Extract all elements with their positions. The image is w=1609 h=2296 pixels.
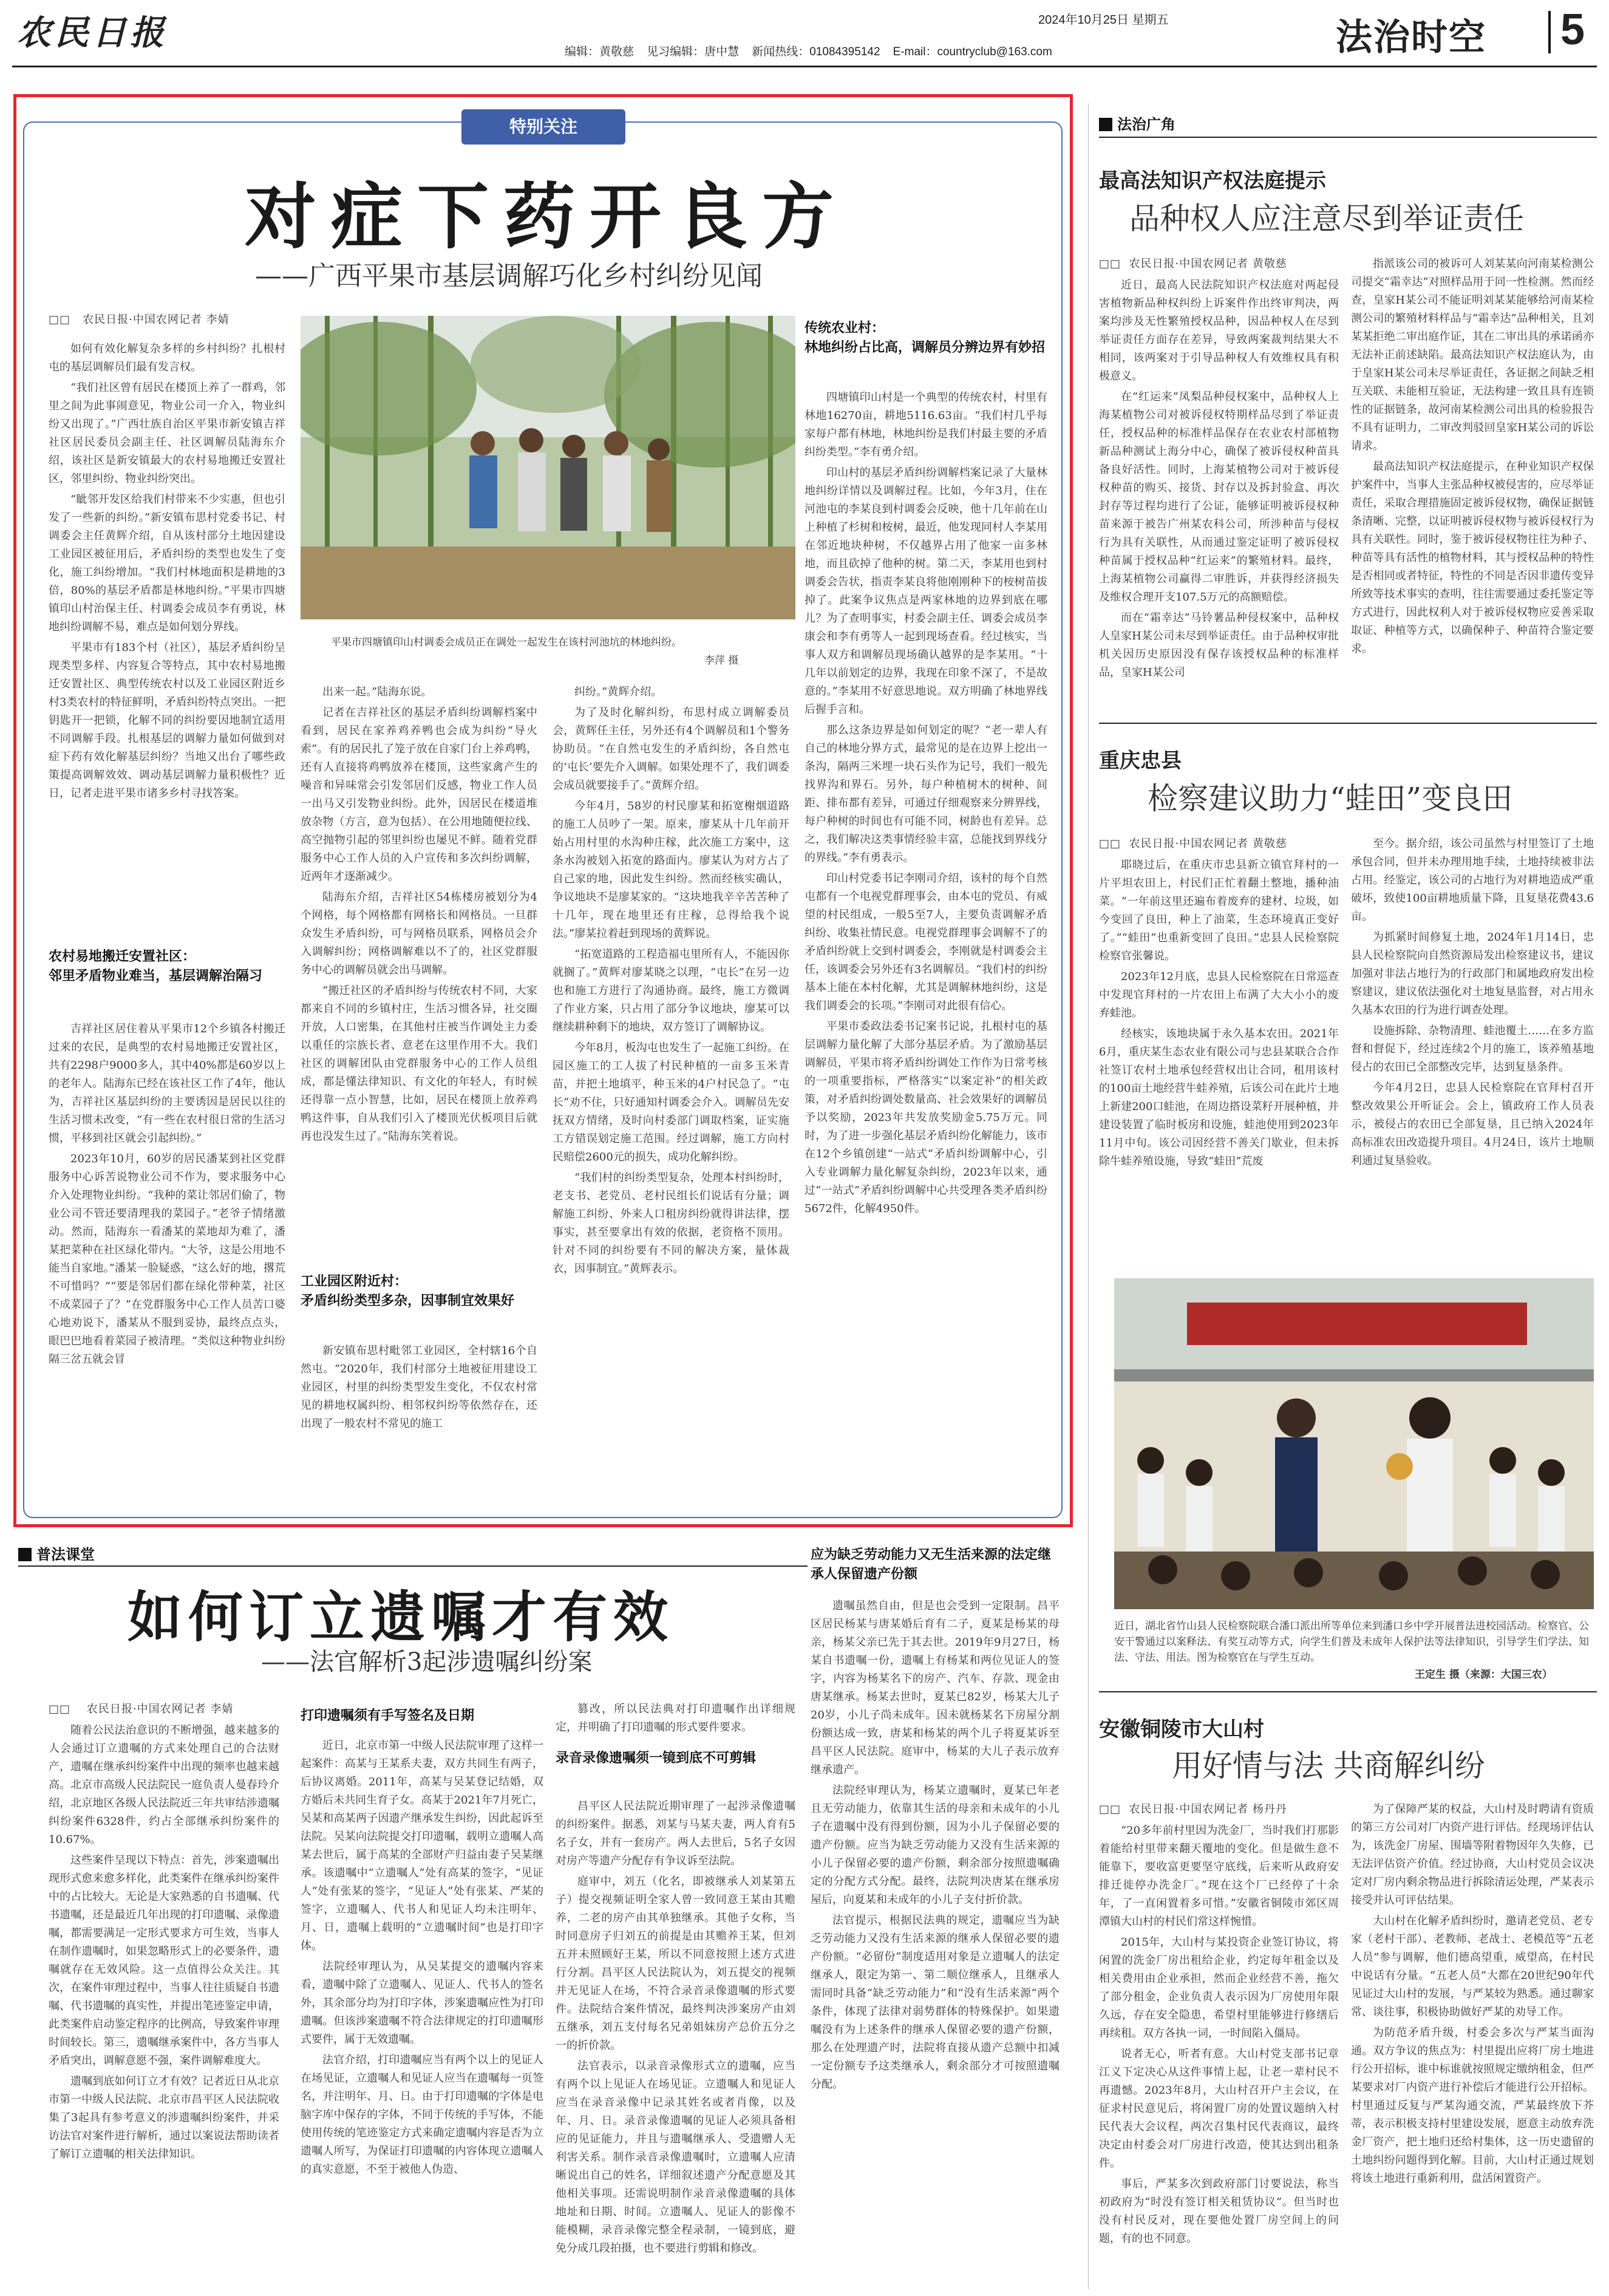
paragraph: 指派该公司的被诉可人刘某某向河南某检测公司提交“霜幸达”对照样品用于同一性检测。然而经查，皇家H某公司不能证明刘某某能够给河南某检测公司的繁殖材料样品与“霜幸达”品种相关，且刘某某拒绝二审出庭作证，其在二审出具的承诺函亦无法补正前述缺陷。最高法知识产权法庭认为，由于皇家H某公司未尽举证责任，各证据之间缺乏相互关联、未能相互验证，无法构建一致且具有连锁性的证据链条，故河南某检测公司出具的检验报告不具有证明力，二审改判驳回皇家H某公司的诉讼请求。 (1351, 257, 1594, 452)
article-divider (1099, 723, 1597, 724)
column-rule (1088, 103, 1089, 2289)
article1-byline: □□ 农民日报·中国农网记者 黄敬慈 (1099, 257, 1287, 270)
paragraph: 如何有效化解复杂多样的乡村纠纷？扎根村屯的基层调解员们最有发言权。 (49, 342, 285, 373)
feature-subhead-1: 农村易地搬迁安置社区： 邻里矛盾物业难当，基层调解治隔习 (49, 949, 263, 984)
paragraph: 耶晓过后，在重庆市忠县新立镇官拜村的一片平坦农田上，村民们正忙着翻土整地，播种油菜。“一年前这里还遍布着废弃的建材、垃圾，如今变回了良田，种上了油菜，生态环境真正变好了。”“蛙田”也重新变回了良田。”忠县人民检察院检察官张馨说。 (1099, 859, 1339, 962)
school-legal-education-scene (1114, 1278, 1594, 1609)
paragraph: 纠纷。”黄辉介绍。 (574, 686, 662, 698)
paragraph: “拓宽道路的工程造福屯里所有人，不能因你就搁了。”黄辉对廖某晓之以理，“屯长”在另一边也和施工方进行了沟通协商。最终，施工方微调了作业方案，只占用了部分争议地块，廖某可以继续耕种剩下的地块，双方签订了调解协议。 (553, 948, 789, 1034)
pufa-col1 (49, 1722, 279, 2289)
paragraph: 印山村党委书记李刚司介绍，该村的每个自然屯都有一个电视党群理事会，由本屯的党员、有威望的村民组成，一般5至7人，主要负责调解矛盾纠纷、收集社情民意。电视党群理事会调解不了的矛盾纠纷就上交到村调委会，李刚就是村调委会主任，该调委会另外还有3名调解员。“我们村的纠纷基本上能在本村化解，尤其是调解林地纠纷，这是我们调委会的长项。”李刚司对此很有信心。 (804, 872, 1047, 1012)
paragraph: 昌平区人民法院近期审理了一起涉录像遗嘱的纠纷案件。据悉，刘某与马某夫妻，两人育有5名子女，并有一套房产。两人去世后，5名子女因对房产等遗产分配存有争议诉至法院。 (556, 1800, 795, 1867)
feature-photo (301, 316, 795, 619)
fazhi-rule (1099, 137, 1597, 138)
paragraph: 事后，严某多次到政府部门讨要说法，称当初政府为“时没有签订相关租赁协议”。但当时也没有村民反对，现在要他处置厂房空间上的问题，有的也不同意。 (1099, 2178, 1339, 2245)
paragraph: 吉祥社区居住着从平果市12个乡镇各村搬迁过来的农民，是典型的农村易地搬迁安置社区，共有2298户9000多人，其中40%都是60岁以上的老年人。陆海东已经在该社区工作了4年，他认为，吉祥社区基层纠纷的主要诱因是居民以往的生活习惯未改变，“有一些在农村很日常的生活习惯，平移到社区就会引起纠纷。” (49, 1023, 285, 1145)
article2-byline: □□ 农民日报·中国农网记者 黄敬慈 (1099, 837, 1287, 850)
classroom-photo-credit: 王定生 摄（来源：大国三农） (1415, 1669, 1553, 1681)
intern-editor: 见习编辑：唐中慧 (647, 46, 740, 58)
paragraph: 法官表示，以录音录像形式立的遗嘱，应当有两个以上见证人在场见证。立遗嘱人和见证人应当在录音录像中记录其姓名或者肖像，以及年、月、日。录音录像遗嘱的见证人必须具备相应的见证能力，并且与遗嘱继承人、受遗赠人无利害关系。制作录音录像遗嘱时，立遗嘱人应清晰说出自己的姓名，详细叙述遗产分配意愿及其他相关事项。还需说明制作录音录像遗嘱的具体地址和日期、时间。立遗嘱人、见证人的影像不能模糊，录音录像完整全程录制，一镜到底，避免分成几段拍摄，也不要进行剪辑和修改。 (556, 2060, 795, 2255)
paragraph: 在“红运来”凤梨品种侵权案中，品种权人上海某植物公司对被诉侵权特期样品尽到了举证责任，授权品种的标准样品保存在农业农村部植物新品种测试上海分中心，确保了被诉侵权种苗具备良好活性。同时，上海某植物公司对于被诉侵权种苗的购买、接货、封存以及拆封验盒、再次封存等过程均进行了公证，能够证明被诉侵权种苗来源于被告广州某农科公司，所涉种苗与侵权行为具有关联性，从而通过鉴定证明了被诉侵权种苗属于授权品种“红运来”的繁殖材料。最终，上海某植物公司赢得二审胜诉，并获得经济损失及维权合理开支107.5万元的高额赔偿。 (1099, 390, 1339, 604)
paragraph: 遗嘱到底如何订立才有效？记者近日从北京市第一中级人民法院、北京市昌平区人民法院收集了3起具有参考意义的涉遗嘱纠纷案件，并采访法官对案件进行解析，通过以案说法帮助读者了解订立遗嘱的相关法律知识。 (49, 2075, 279, 2161)
pufa-subhead-1: 打印遗嘱须有手写签名及日期 (301, 1708, 475, 1723)
paragraph: “20多年前村里因为洗金厂，当时我们打那影着能给村里带来翻天覆地的变化。但是做生意不能靠下，要收富更要坚守底线，后来听从政府安排迁徙停办洗金厂。”现在这个厂已经停了十余年，了一直闲置着多可惜。”安徽省铜陵市郊区周潭镇大山村的村民们常这样惋惜。 (1099, 1824, 1339, 1928)
pufa-rule (18, 1565, 808, 1567)
article3-title: 用好情与法 共商解纠纷 (1172, 1748, 1485, 1783)
article2-title: 检察建议助力“蛙田”变良田 (1148, 781, 1513, 816)
feature-subtitle: ——广西平果市基层调解巧化乡村纠纷见闻 (255, 261, 763, 291)
paragraph: 印山村的基层矛盾纠纷调解档案记录了大量林地纠纷详情以及调解过程。比如，今年3月，住在河池屯的李某良到村调委会反映，他十几年前在山上种植了杉树和桉树，最近，他发现同村人李某用在邻近地块种树，不仅越界占用了他家一亩多林地，而且砍掉了他种的树。第二天，李某用也到村调委会告状，指责李某良将他刚刚种下的桉树苗拔掉了。此案争议焦点是两家林地的边界到底在哪儿？为了查明事实，村委会副主任、调委会成员李康会和李有勇等人一起到现场查看。经过核实，当事人双方和调解员现场确认越界的是李某用。“十几年以前划定的边界，我现在印象不深了，不是故意的。”李某用不好意思地说。双方明确了林地界线后握手言和。 (804, 466, 1047, 716)
paragraph: 2023年10月，60岁的居民潘某到社区党群服务中心诉苦说物业公司不作为，要求服务中心介入处理物业纠纷。“我种的菜让邻居们偷了，物业公司不管还要清理我的菜园子。”老爷子情绪激动。然而，陆海东一看潘某的菜地却为难了，潘某把菜种在社区绿化带内。“大爷，这是公用地不能当自家地。”潘某一脸疑惑，“这么好的地，撂荒不可惜吗？”“要是邻居们都在绿化带种菜，社区不成菜园子了？”在党群服务中心工作人员苦口婆心地劝说下，潘某从不服到妥协，最终点点头，眼巴巴地看着菜园子被清理。“类似这种物业纠纷隔三岔五就会冒 (49, 1153, 285, 1366)
paragraph: 法院经审理认为，从吴某提交的遗嘱内容来看，遗嘱中除了立遗嘱人、见证人、代书人的签名外，其余部分均为打印字体，涉案遗嘱应性为打印遗嘱。但该涉案遗嘱不符合法律规定的打印遗嘱形式要件，属于无效遗嘱。 (301, 1960, 543, 2046)
paragraph: 记者在吉祥社区的基层矛盾纠纷调解档案中看到，居民在家养鸡养鸭也会成为纠纷“导火索”。有的居民扎了笼子放在自家门台上养鸡鸭，还有人直接将鸡鸭放养在楼顶，这些家禽产生的噪音和异味常会引发邻居们反感，物业工作人员一出马又引发物业纠纷。此外，因居民在楼道堆放杂物（方言，意为包括）、在公用地随便拉线、高空抛物引起的邻里纠纷也屡见不鲜。随着党群服务中心工作人员的入户宣传和多次纠纷调解，近两年才逐渐减少。 (301, 706, 537, 883)
feature-col1b (49, 1020, 285, 1506)
editor-line (565, 43, 1052, 59)
paragraph: 四塘镇印山村是一个典型的传统农村，村里有林地16270亩，耕地5116.63亩。“我们村几乎每家每户都有林地，林地纠纷是我们村最主要的矛盾纠纷类型。”李有勇介绍。 (804, 391, 1047, 458)
byline-text: 农民日报·中国农网记者 黄敬慈 (1129, 837, 1287, 850)
byline-text: 农民日报·中国农网记者 李婧 (83, 313, 230, 326)
pufa-subhead-3: 应为缺乏劳动能力又无生活来源的法定继承人保留遗产份额 (811, 1547, 1052, 1582)
paragraph: “搬迁社区的矛盾纠纷与传统农村不同，大家都来自不同的乡镇村庄，生活习惯各异，社交圈开放，人口密集，在其他村庄被当作调处主力委以重任的宗族长者、意老在这里作用不大。我们社区的调解团队由党群服务中心的工作人员组成，都是懂法律知识、有文化的年轻人，有时候还得靠一点小智慧，比如，居民在楼顶上放养鸡鸭这件事，自从我们引入了楼顶光伏板项目后就再也没发生过了。”陆海东笑着说。 (301, 984, 537, 1143)
paragraph: 遗嘱虽然自由，但是也会受到一定限制。昌平区居民杨某与唐某婚后育有二子，夏某是杨某的母亲，杨某父亲已先于其去世。2019年9月27日，杨某自书遗嘱一份，遗嘱上有杨某和两位见证人的签字，内容为杨某名下的房产、汽车、存款、现金由唐某继承。杨某去世时，夏某已82岁，杨某大儿子20岁，小儿子尚未成年。因未就杨某名下房屋分割份额达成一致，唐某和杨某的两个儿子将夏某诉至昌平区人民法院。庭审中，杨某的大儿子表示放弃继承遗产。 (811, 1599, 1060, 1776)
paragraph: 今年8月，板沟屯也发生了一起施工纠纷。在园区施工的工人拔了村民种植的一亩多玉米青苗，并把土地填平，种玉米的4户村民急了。“屯长”劝不住，只好通知村调委会介入。调解员先安抚双方情绪，及时向村委部门调取档案，证实施工方错误划定施工范围。经过调解，施工方向村民赔偿2600元的损失，成功化解纠纷。 (553, 1041, 789, 1163)
paragraph: 那么这条边界是如何划定的呢？“老一辈人有自己的林地分界方式，最常见的是在边界上挖出一条沟，隔两三米埋一块石头作为记号，我们一般先找界沟和界石。另外，每户种植树木的树种、间距、排布都有差异，可通过仔细观察来分辨界线，每户种树的时间也有可能不同，树龄也有差异。总之，我们解决这类事情经验丰富，总能找到界线分的界线。”李有勇表示。 (804, 724, 1047, 864)
classroom-photo-caption: 近日，湖北省竹山县人民检察院联合潘口派出所等单位来到潘口乡中学开展普法进校园活动。检察官、公安干警通过以案释法、有奖互动等方式，向学生们普及未成年人保护法等法律知识，引导学生们学法、知法、守法、用法。图为检察官在与学生互动。 (1114, 1620, 1589, 1664)
feature-col1 (49, 340, 285, 1117)
feature-col4 (804, 389, 1047, 1506)
article1-title: 品种权人应注意尽到举证责任 (1129, 201, 1524, 236)
hotline: 新闻热线：01084395142 (752, 46, 880, 58)
paragraph: “眦邻开发区给我们村带来不少实惠，但也引发了一些新的纠纷。”新安镇布思村党委书记、村调委会主任黄辉介绍，自从该村部分土地因建设工业园区被征用后，矛盾纠纷的类型也发生了变化，施工纠纷增加。“我们村林地面积是耕地的3倍，80%的基层矛盾都是林地纠纷。”平果市四塘镇印山村治保主任、村调委会成员李有勇说，林地纠纷调解不易，难点是如何划分界线。 (49, 493, 285, 633)
feature-col2 (301, 683, 537, 1266)
feature-photo-caption: 平果市四塘镇印山村调委会成员正在调处一起发生在该村河池坑的林地纠纷。 (331, 636, 682, 649)
feature-title: 对症下药开良方 (244, 174, 848, 259)
feature-col2b (301, 1342, 537, 1506)
article1-kicker: 最高法知识产权法庭提示 (1099, 169, 1326, 192)
pufa-byline: □□ 农民日报·中国农网记者 李婧 (49, 1703, 234, 1715)
byline-text: 农民日报·中国农网记者 黄敬慈 (1129, 257, 1287, 270)
article2-colB (1351, 835, 1594, 1269)
paragraph: 新安镇布思村毗邻工业园区，全村辖16个自然屯。“2020年，我们村部分土地被征用建设工业园区，村里的纠纷类型发生变化，不仅农村常见的耕地权属纠纷、相邻权纠纷等依然存在，还出现了一般农村不常见的施工 (301, 1344, 537, 1430)
feature-photo-credit: 李萍 摄 (704, 655, 739, 667)
paragraph: 近日，最高人民法院知识产权法庭对两起侵害植物新品种权纠纷上诉案件作出终审判决，两案均涉及无性繁殖授权品种，因品种权人在尽到举证责任方面存在差异，导致两案裁判结果大不相同，该两案对于引导品种权人有效维权具有积极意义。 (1099, 279, 1339, 383)
section-name: 法治时空 (1336, 17, 1486, 58)
article1-colB (1351, 255, 1594, 701)
article2-kicker: 重庆忠县 (1099, 749, 1182, 772)
paragraph: 平果市委政法委书记案书记说，扎根村屯的基层调解力量化解了大部分基层矛盾。为了激励基层调解员，平果市将矛盾纠纷调处工作作为日常考核的一项重要指标，严格落实“以案定补”的相关政策，对矛盾纠纷调处数量高、社会效果好的调解员予以奖励，2023年共发放奖励金5.75万元。同时，为了进一步强化基层矛盾纠纷化解能力，该市在12个乡镇创建“一站式”矛盾纠纷调解中心，引入专业调解力量化解复杂纠纷，2023年以来，通过“一站式”矛盾纠纷调解中心共受理各类矛盾纠纷5672件，化解4950件。 (804, 1020, 1047, 1215)
paragraph: 近日，北京市第一中级人民法院审理了这样一起案件：高某与王某系夫妻，双方共同生有两子，后协议离婚。2011年，高某与吴某登记结婚，双方婚后未共同生育子女。高某于2021年7月死亡，吴某和高某两子因遗产继承发生纠纷，因此起诉至法院。吴某向法院提交打印遗嘱，载明立遗嘱人高某去世后，属于高某的全部财产归益由妻子吴某继承。该遗嘱中“立遗嘱人”处有高某的签字，“见证人”处有张某的签字，“见证人”处有张某、严某的签字，立遗嘱人、代书人和见证人均未注明年、月、日，遗嘱上载明的“立遗嘱时间”也是打印字体。 (301, 1739, 543, 1952)
article-divider (1099, 1691, 1597, 1692)
paragraph: “我们村的纠纷类型复杂，处理本村纠纷时，老支书、老党员、老村民组长们说话有分量；调解施工纠纷、外来人口租房纠纷就得讲法律，摆事实，甚至要拿出有效的依据，老资格不顶用。针对不同的纠纷要有不同的解决方案，量体裁衣，因事制宜。”黄辉表示。 (553, 1171, 789, 1275)
article1-colA (1099, 276, 1339, 701)
paragraph: 出来一起。”陆海东说。 (322, 686, 432, 698)
feature-tag: 特别关注 (461, 109, 625, 145)
issue-date: 2024年10月25日 星期五 (1038, 13, 1169, 27)
article3-byline: □□ 农民日报·中国农网记者 杨丹丹 (1099, 1803, 1287, 1816)
paragraph: 今年4月2日，忠县人民检察院在官拜村召开整改效果公开听证会。会上，镇政府工作人员表示，被侵占的农田已全部复垦，且已纳入2024年高标准农田改造提升项目。4月24日，该片土地顺利通过复垦验收。 (1351, 1082, 1594, 1167)
feature-subhead-3: 传统农业村： 林地纠纷占比高，调解员分辨边界有妙招 (804, 321, 1046, 355)
paragraph: 为防范矛盾升级，村委会多次与严某当面沟通。双方争议的焦点为：村里提出应将厂房土地进行公开招标，谁中标谁就按照规定缴纳租金，但严某要求对厂内资产进行补偿后才能进行公开招标。村里通过反复与严某沟通交流，严某最终放下芥蒂，表示积极支持村里建设发展，愿意主动放弃洗金厂资产，把土地归还给村集体，这一历史遗留的土地纠纷问题得到化解。目前，大山村正通过规划将该土地进行重新利用，盘活闲置资产。 (1351, 2026, 1594, 2185)
section-square-icon (18, 1548, 32, 1561)
section-square-icon (1099, 118, 1112, 131)
paragraph: 法院经审理认为，杨某立遗嘱时，夏某已年老且无劳动能力，依靠其生活的母亲和未成年的小儿子在遗嘱中没有得到份额，因为小儿子保留必要的遗产份额。应当为缺乏劳动能力又没有生活来源的小儿子保留必要的遗产份额，剩余部分按照遗嘱确定的分配方式分配。最终，法院判决唐某在继承房屋后，向夏某和未成年的小儿子支付折价款。 (811, 1784, 1060, 1906)
masthead-rule (12, 66, 1597, 67)
paragraph: 今年4月，58岁的村民廖某和拓宽榭烟道路的施工人员吵了一架。原来，廖某从十几年前开始占用村里的水沟种庄稼，此次施工方案中，这条水沟被划入拓宽的路面内。廖某认为对方占了自己家的地，因此发生纠纷。然而经核实确认，争议地块不是廖某家的。“这块地我辛辛苦苦种了十几年，现在地里还有庄稼，总得给我个说法。”廖某拉着赶到现场的黄辉说。 (553, 800, 789, 940)
pufa-subhead-2: 录音录像遗嘱须一镜到底不可剪辑 (556, 1751, 757, 1766)
pufa-col2 (301, 1737, 543, 2289)
pufa-title: 如何订立遗嘱才有效 (128, 1585, 674, 1649)
paragraph: 至今。据介绍，该公司虽然与村里签订了土地承包合同，但并未办理用地手续，土地持续被非法占用。经鉴定，该公司的占地行为对耕地造成严重破坏，致使100亩耕地质量下降，且复垦花费43.6亩。 (1351, 837, 1594, 923)
pufa-col3b (556, 1797, 795, 2289)
paragraph: 说者无心，听者有意。大山村党支部书记章江义下定决心从这件事情上起，让老一辈村民不再遗憾。2023年8月，大山村召开户主会议，在征求村民意见后，将闲置厂房的处置议题纳入村民代表大会议程，两次召集村民代表商议，最终决定由村委会对厂房进行改造，使其达到出租条件。 (1099, 2048, 1339, 2170)
paragraph: 这些案件呈现以下特点：首先，涉案遗嘱出现形式愈来愈多样化，此类案件在继承纠纷案件中的占比较大。无论是大家熟悉的自书遗嘱、代书遗嘱，还是最近几年出现的打印遗嘱、录像遗嘱，都需要满足一定形式要求方可生效，当事人在制作遗嘱时，如果忽略形式上的必要条件，遗嘱就存在无效风险。这一点值得公众关注。其次，在案件审理过程中，当事人往往质疑自书遗嘱、代书遗嘱的真实性，并提出笔迹鉴定申请，此类案件启动鉴定程序的比例高，导致案件审理时间较长。第三，遗嘱继承案件中，各方当事人矛盾突出，调解意愿不强，案件调解难度大。 (49, 1854, 279, 2067)
editor: 编辑：黄敬慈 (565, 46, 634, 58)
paragraph: 经核实，该地块属于永久基本农田。2021年6月，重庆某生态农业有限公司与忠县某联合合作社签订农村土地承包经营权出让合同，租用该村的100亩土地经营牛蛙养殖，后该公司在此片土地上新建200口蛙池，在周边搭设菜籽开展种植，并建设装置了临时板房和设施，蛙池使用到2023年11月中旬。该公司因经营不善关门歇业，但未拆除牛蛙养殖设施，导致“蛙田”荒废 (1099, 1027, 1339, 1168)
feature-subhead-2: 工业园区附近村： 矛盾纠纷类型多杂，因事制宜效果好 (301, 1274, 515, 1309)
paragraph: 陆海东介绍，吉祥社区54栋楼房被划分为4个网格，每个网格都有网格长和网格员。一旦群众发生矛盾纠纷，可与网格员联系，网格员会介入调解纠纷；网格调解难以不了的，社区党群服务中心的调解员就会出马调解。 (301, 891, 537, 976)
section-label: 普法课堂 (36, 1547, 95, 1563)
paragraph: 设施拆除、杂物清理、蛙池覆土……在多方监督和督促下，经过连续2个月的施工，该养殖基地侵占的农田已全部整改完毕，达到复垦条件。 (1351, 1024, 1594, 1074)
paragraph: 为抓紧时间修复土地，2024年1月14日，忠县人民检察院向自然资源局发出检察建议书，建议加强对非法占地行为的行政部门和属地政府发出检察建议，建议依法强化对土地复垦监督，对占用永久基本农田的行为进行调查处理。 (1351, 931, 1594, 1017)
newspaper-logo: 农民日报 (17, 13, 168, 53)
article2-colA (1099, 856, 1339, 1269)
pufa-section-header (18, 1542, 95, 1564)
email: E-mail：countryclub@163.com (893, 46, 1052, 58)
fazhi-section-header (1099, 112, 1175, 134)
article3-colB (1351, 1800, 1594, 2289)
paragraph: 而在“霜幸达”马铃薯品种侵权案中，品种权人皇家H某公司未尽到举证责任。由于品种权审批机关因历史原因没有保存该授权品种的标准样品，皇家H某公司 (1099, 611, 1339, 679)
paragraph: 大山村在化解矛盾纠纷时，邀请老党员、老专家（老村干部）、老教师、老战士、老模范等“五老人员”参与调解，他们德高望重，威望高，在村民中说话有分量。“五老人员”大都在20世纪90年代见证过大山村的发展，与严某较为熟悉。通过聊家常、谈往事，积极协助做好严某的劝导工作。 (1351, 1915, 1594, 2018)
paragraph: 最高法知识产权法庭提示，在种业知识产权保护案件中，当事人主张品种权被侵害的，应尽举证责任，采取合理措施固定被诉侵权物，确保证据链条清晰、完整，以证明被诉侵权物与被诉侵权行为具有关联性。同时，鉴于被诉侵权物往往为种子、种苗等具有活性的植物材料，其与授权品种的特性是否相同或者特征，特性的不同是否因非遗传变异所致等技术事实的查明，往往需要通过委托鉴定等方式进行，因此权利人对于被诉侵权物应妥善采取取证、种植等方式，以确保种子、种苗符合鉴定要求。 (1351, 460, 1594, 655)
page-number: 5 (1560, 5, 1585, 54)
paragraph: 篡改，所以民法典对打印遗嘱作出详细规定，并明确了打印遗嘱的形式要件要求。 (556, 1703, 795, 1734)
pufa-subtitle: ——法官解析3起涉遗嘱纠纷案 (261, 1648, 593, 1676)
feature-byline: □□ 农民日报·中国农网记者 李婧 (49, 313, 230, 326)
byline-text: 农民日报·中国农网记者 李婧 (86, 1703, 234, 1715)
pufa-col3 (556, 1700, 795, 1743)
article3-kicker: 安徽铜陵市大山村 (1099, 1718, 1264, 1741)
feature-col3 (553, 683, 789, 1506)
pufa-col4 (811, 1597, 1060, 2289)
paragraph: 为了及时化解纠纷，布思村成立调解委员会，黄辉任主任，另外还有4个调解员和1个警务协助员。“在自然屯发生的矛盾纠纷，各自然屯的‘屯长’要先介入调解。如果处理不了，我们调委会成员就要接手了。”黄辉介绍。 (553, 706, 789, 792)
paragraph: 法官介绍，打印遗嘱应当有两个以上的见证人在场见证，立遗嘱人和见证人应当在遗嘱每一页签名，并注明年、月、日。由于打印遗嘱的字体是电脑字库中保存的字体，不同于传统的手写体，不能使用传统的笔迹鉴定方式来确定遗嘱内容是否为立遗嘱人所写，为保证打印遗嘱的内容体现立遗嘱人的真实意愿，不至于被他人伪造、 (301, 2054, 543, 2176)
section-label: 法治广角 (1117, 117, 1175, 133)
paragraph: 法官提示，根据民法典的规定，遗嘱应当为缺乏劳动能力又没有生活来源的继承人保留必要的遗产份额。“必留份”制度适用对象是立遗嘱人的法定继承人，限定为第一、第二顺位继承人，且继承人需同时具备“缺乏劳动能力”和“没有生活来源”两个条件，体现了法律对弱势群体的特殊保护。如果遗嘱没有为上述条件的继承人保留必要的遗产份额，那么在处理遗产时，法院将直接从遗产总额中扣减一定份额专予这类继承人，剩余部分才可按照遗嘱分配。 (811, 1914, 1060, 2091)
paragraph: 庭审中，刘五（化名，即被继承人刘某第五子）提交视频证明全家人曾一致同意王某由其赡养，二老的房产由其单独继承。其他子女称，当时同意房子归刘五的前提是由其赡养王某，但刘五并未照顾好王某，所以不同意按照上述方式进行分割。昌平区人民法院认为，刘五提交的视频并无见证人在场，不符合录音录像遗嘱的形式要件。法院结合案件情况，最终判决涉案房产由刘五继承，刘五支付每名兄弟姐妹房产总价五分之一的折价款。 (556, 1875, 795, 2052)
paragraph: 2023年12月底，忠县人民检察院在日常巡查中发现官拜村的一片农田上布满了大大小小的废弃蛙池。 (1099, 970, 1339, 1020)
paragraph: 为了保障严某的权益，大山村及时聘请有资质的第三方公司对厂内资产进行评估。经现场评估认为，该洗金厂房屋、围墙等附着物因年久失修，已无法评估资产价值。经过协商，大山村党员会议决定对厂房内剩余物品进行拆除清运处理，严某表示接受并认可评估结果。 (1351, 1803, 1594, 1907)
article3-colA (1099, 1822, 1339, 2289)
classroom-photo (1114, 1278, 1594, 1609)
forest-dispute-scene (301, 316, 795, 619)
paragraph: 随着公民法治意识的不断增强，越来越多的人会通过订立遗嘱的方式来处理自己的合法财产，遗嘱在继承纠纷案件中出现的频率也越来越高。北京市高级人民法院民一庭负责人曼春玲介绍，北京地区各级人民法院近三年共审结涉遗嘱纠纷案件6328件，约占全部继承纠纷案件的10.67%。 (49, 1724, 279, 1846)
paragraph: 平果市有183个村（社区），基层矛盾纠纷呈现类型多样、内容复合等特点，其中农村易地搬迁安置社区、典型传统农村以及工业园区附近乡村3类农村的特征鲜明，矛盾纠纷特点突出。一把钥匙开一把锁，化解不同的纠纷要因地制宜适用不同调解手段。扎根基层的调解力量如何做到对症下药有效化解基层纠纷？当地又出台了哪些政策提高调解效效、调动基层调解力量积极性？近日，记者走进平果市诸多乡村寻找答案。 (49, 641, 285, 800)
page-divider (1548, 11, 1551, 53)
paragraph: “我们社区曾有居民在楼顶上养了一群鸡，邻里之间为此事闹意见，物业公司一介入，物业纠纷又出现了。”广西壮族自治区平果市新安镇吉祥社区居民委员会副主任、社区调解员陆海东介绍，该社区是新安镇最大的农村易地搬迁安置社区，邻里纠纷、物业纠纷突出。 (49, 381, 285, 485)
byline-text: 农民日报·中国农网记者 杨丹丹 (1129, 1803, 1287, 1816)
paragraph: 2015年，大山村与某投资企业签订协议，将闲置的洗金厂房出租给企业，约定每年租金以及相关费用由企业承担，然而企业经营不善，拖欠了部分租金，企业负责人表示因为厂房使用年限久远，存在安全隐患，希望村里能够进行修缮后再续租。双方各执一词，一时间陷入僵局。 (1099, 1936, 1339, 2040)
